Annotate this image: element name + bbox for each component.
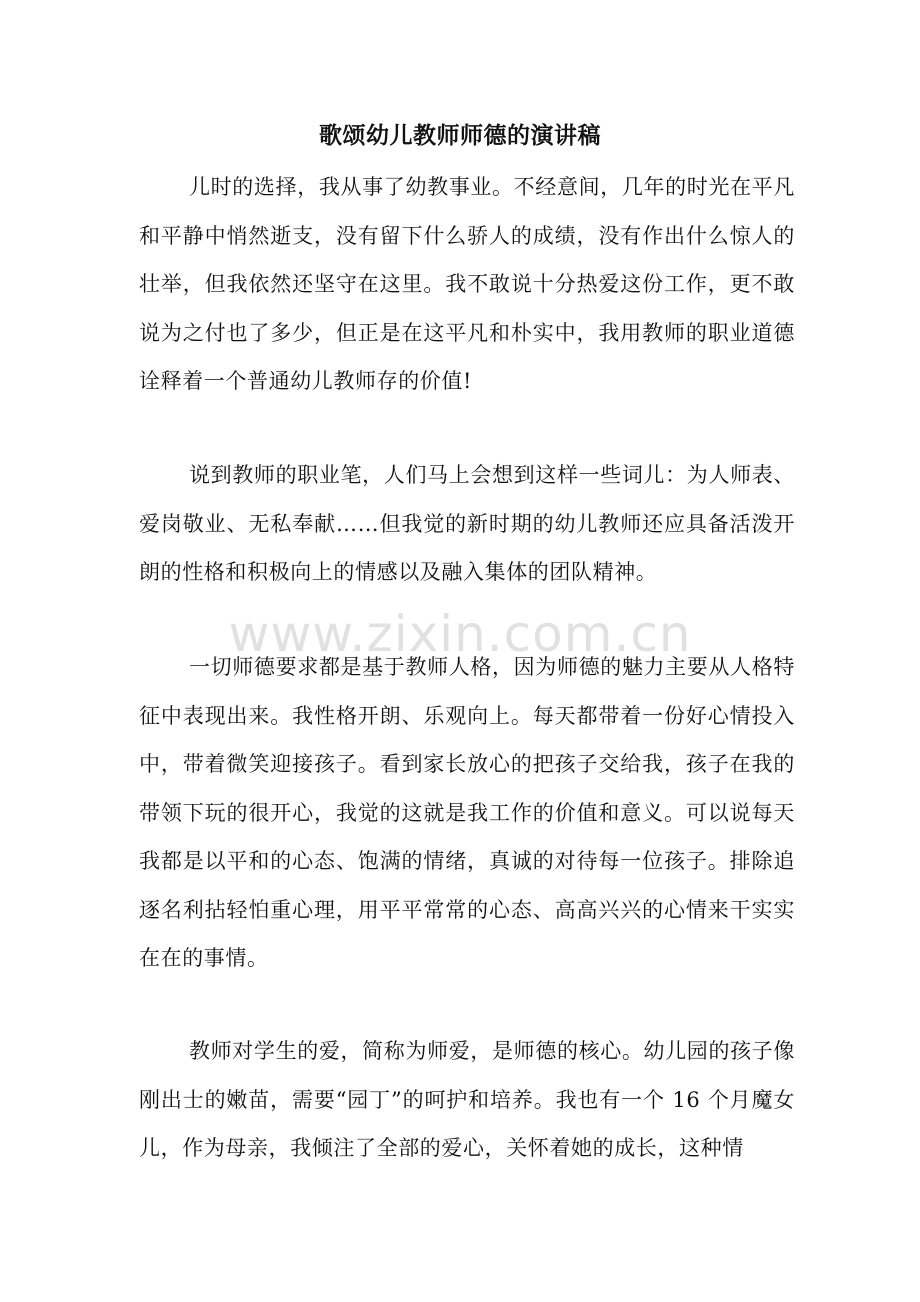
watermark: www.zixin.com.cn [228, 605, 692, 663]
paragraph-2: 说到教师的职业笔，人们马上会想到这样一些词儿：为人师表、爱岗敬业、无私奉献……但我觉的新时期的幼儿教师还应具备活泼开朗的性格和积极向上的情感以及融入集体的团队精神。 [139, 463, 795, 584]
paragraph-1: 儿时的选择，我从事了幼教事业。不经意间，几年的时光在平凡和平静中悄然逝支，没有留下什么骄人的成绩，没有作出什么惊人的壮举，但我依然还坚守在这里。我不敢说十分热爱这份工作，更不敢说为之付也了多少，但正是在这平凡和朴实中，我用教师的职业道德诠释着一个普通幼儿教师存的价值! [139, 175, 795, 393]
document-title: 歌颂幼儿教师师德的演讲稿 [319, 123, 601, 149]
paragraph-3: 一切师德要求都是基于教师人格，因为师德的魅力主要从人格特征中表现出来。我性格开朗、乐观向上。每天都带着一份好心情投入中，带着微笑迎接孩子。看到家长放心的把孩子交给我，孩子在我的带领下玩的很开心，我觉的这就是我工作的价值和意义。可以说每天我都是以平和的心态、饱满的情绪，真诚的对待每一位孩子。排除追逐名利拈轻怕重心理，用平平常常的心态、高高兴兴的心情来干实实在在的事情。 [139, 655, 795, 970]
paragraph-4: 教师对学生的爱，简称为师爱，是师德的核心。幼儿园的孩子像刚出士的嫩苗，需要“园丁”的呵护和培养。我也有一个 16 个月魔女儿，作为母亲，我倾注了全部的爱心，关怀着她的成长，这种情 [139, 1039, 795, 1160]
